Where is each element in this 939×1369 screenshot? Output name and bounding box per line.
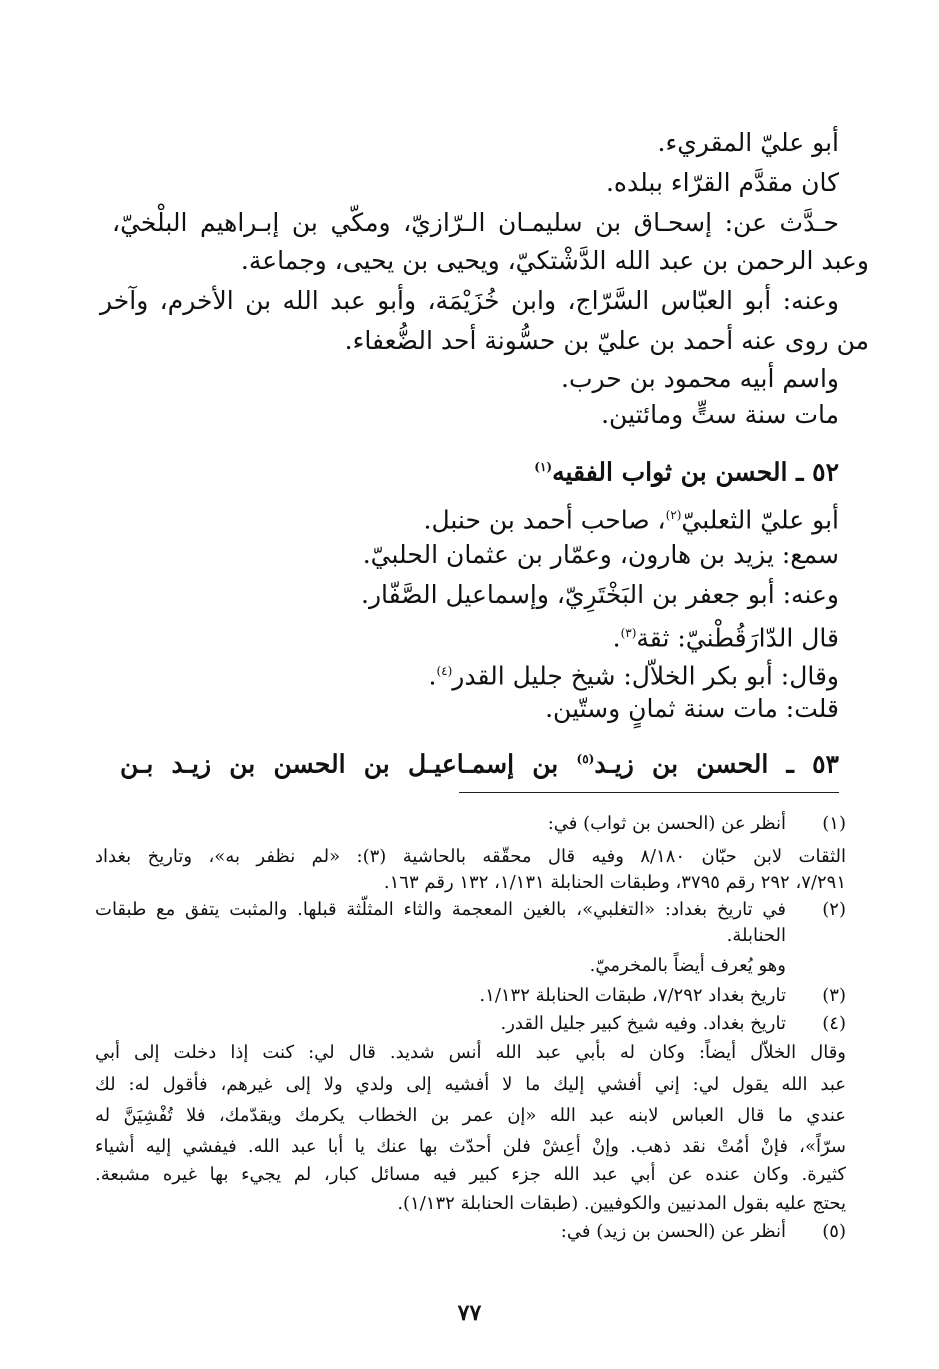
entry52-line: وعنه: أبو جعفر بن البَخْتَرِيّ، وإسماعيل الصَّفّار.: [361, 580, 839, 609]
entry52-heading: [534, 450, 839, 489]
entry53-heading-text: ٥٣ ـ الحسن بن زيـد: [594, 749, 839, 779]
footnote-ref: (٥): [576, 752, 595, 766]
entry52-text: .: [612, 623, 621, 653]
footnote-ref: (١): [534, 460, 553, 474]
entry52-text: قال الدّارَقُطْنيّ: ثقة: [636, 623, 839, 653]
entry51-line: [344, 324, 869, 358]
entry52-text: .: [428, 661, 437, 691]
entry51-line: حـدَّث عن: إسحـاق بن سليمـان الـرّازيّ، ومكّي بن إبـراهيم البلْخيّ،: [112, 208, 839, 237]
footnote-ref: (٢): [665, 508, 682, 522]
footnote-ref: (٤): [436, 664, 453, 678]
footnote-separator: [459, 792, 839, 793]
footnote-text: وهو يُعرف أيضاً بالمخرميّ.: [589, 955, 786, 976]
footnote-text: عبد الله يقول لي: إني أفشي إليك ما لا أفشيه إلى ولدي ولا إلى غيرهم، فأقول له: لك: [95, 1074, 846, 1095]
footnote-text: ٧/٢٩١، ٢٩٢ رقم ٣٧٩٥، وطبقات الحنابلة ١/١٣١، ١٣٢ رقم ١٦٣.: [383, 872, 846, 893]
footnote-text: الثقات لابن حبّان ٨/١٨٠ وفيه قال محقّقه بالحاشية (٣): «لم نظفر به»، وتاريخ بغداد: [95, 846, 847, 867]
entry53-heading-text: بن إسمـاعيـل بن الحسن بن زيـد بـن: [120, 749, 559, 779]
entry52-text: أبو عليّ الثعلبيّ: [681, 505, 839, 535]
entry52-line: قلت: مات سنة ثمانٍ وستّين.: [545, 694, 839, 723]
entry53-heading: [120, 742, 839, 781]
entry51-line: كان مقدَّم القرّاء ببلده.: [605, 168, 839, 197]
entry51-line-text: وعبد الرحمن بن عبد الله الدَّشْتكيّ، ويحيى بن يحيى، وجماعة.: [240, 246, 869, 275]
footnote-text: يحتج عليه بقول المدنيين والكوفيين. (طبقات الحنابلة ١/١٣٢).: [397, 1193, 846, 1214]
footnote-text: تاريخ بغداد ٧/٢٩٢، طبقات الحنابلة ١/١٣٢.: [479, 985, 786, 1006]
entry51-line: وعنه: أبو العبّاس السَّرّاج، وابن خُزَيْمَة، وأبو عبد الله بن الأخرم، وآخر: [100, 286, 839, 315]
entry51-line: مات سنة ستٍّ ومائتين.: [601, 400, 839, 429]
footnote-text: وقال الخلاّل أيضاً: وكان له بأبي عبد الله أنس شديد. قال لي: كنت إذا دخلت إلى أبي: [95, 1042, 846, 1063]
entry52-text: وقال: أبو بكر الخلاّل: شيخ جليل القدر: [452, 661, 839, 691]
entry52-heading-text: ٥٢ ـ الحسن بن ثواب الفقيه: [552, 457, 839, 487]
footnote-text: عندي ما قال العباس لابنه عبد الله «إن عمر بن الخطاب يكرمك ويقدّمك، فلا تُفْشِيَنَّ له: [95, 1105, 846, 1126]
footnote-number: (٢): [822, 899, 846, 920]
entry52-line: [424, 498, 840, 537]
entry52-line: سمع: يزيد بن هارون، وعمّار بن عثمان الحلبيّ.: [362, 540, 839, 569]
footnote-text: أنظر عن (الحسن بن ثواب) في:: [547, 813, 786, 834]
footnote-text: أنظر عن (الحسن بن زيد) في:: [560, 1221, 786, 1242]
footnote-text: كثيرة. وكان عنده عن أبي عبد الله جزء كبير فيه مسائل كبار، لم يجيء بها غيره مشبعة.: [95, 1164, 846, 1185]
footnote-number: (١): [822, 813, 846, 834]
footnote-number: (٥): [822, 1221, 846, 1242]
entry51-line: [240, 244, 869, 278]
footnote-number: (٤): [822, 1013, 846, 1034]
entry52-text: ، صاحب أحمد بن حنبل.: [423, 505, 666, 535]
page-number: ٧٧: [457, 1300, 482, 1326]
footnote-number: (٣): [822, 985, 846, 1006]
entry51-line: أبو عليّ المقريء.: [657, 128, 839, 157]
footnote-text: تاريخ بغداد. وفيه شيخ كبير جليل القدر.: [500, 1013, 786, 1034]
footnote-text: سرّاً»، فإنْ أمُتْ نقد ذهب. وإنْ أعِشْ فلن أحدّث بها عنك يا أبا عبد الله. فيفشي إليه أشياء: [95, 1136, 846, 1157]
footnote-ref: (٣): [620, 626, 637, 640]
entry51-line: واسم أبيه محمود بن حرب.: [561, 364, 839, 393]
entry52-line: [613, 616, 839, 655]
entry51-line-text: من روى عنه أحمد بن عليّ بن حسُّونة أحد الضُّعفاء.: [344, 326, 869, 355]
footnote-text: الحنابلة.: [726, 925, 786, 946]
entry52-line: [428, 654, 839, 693]
footnote-text: في تاريخ بغداد: «التغلبي»، بالغين المعجمة والثاء المثلّثة قبلها. والمثبت يتفق مع طبقات: [95, 899, 786, 920]
